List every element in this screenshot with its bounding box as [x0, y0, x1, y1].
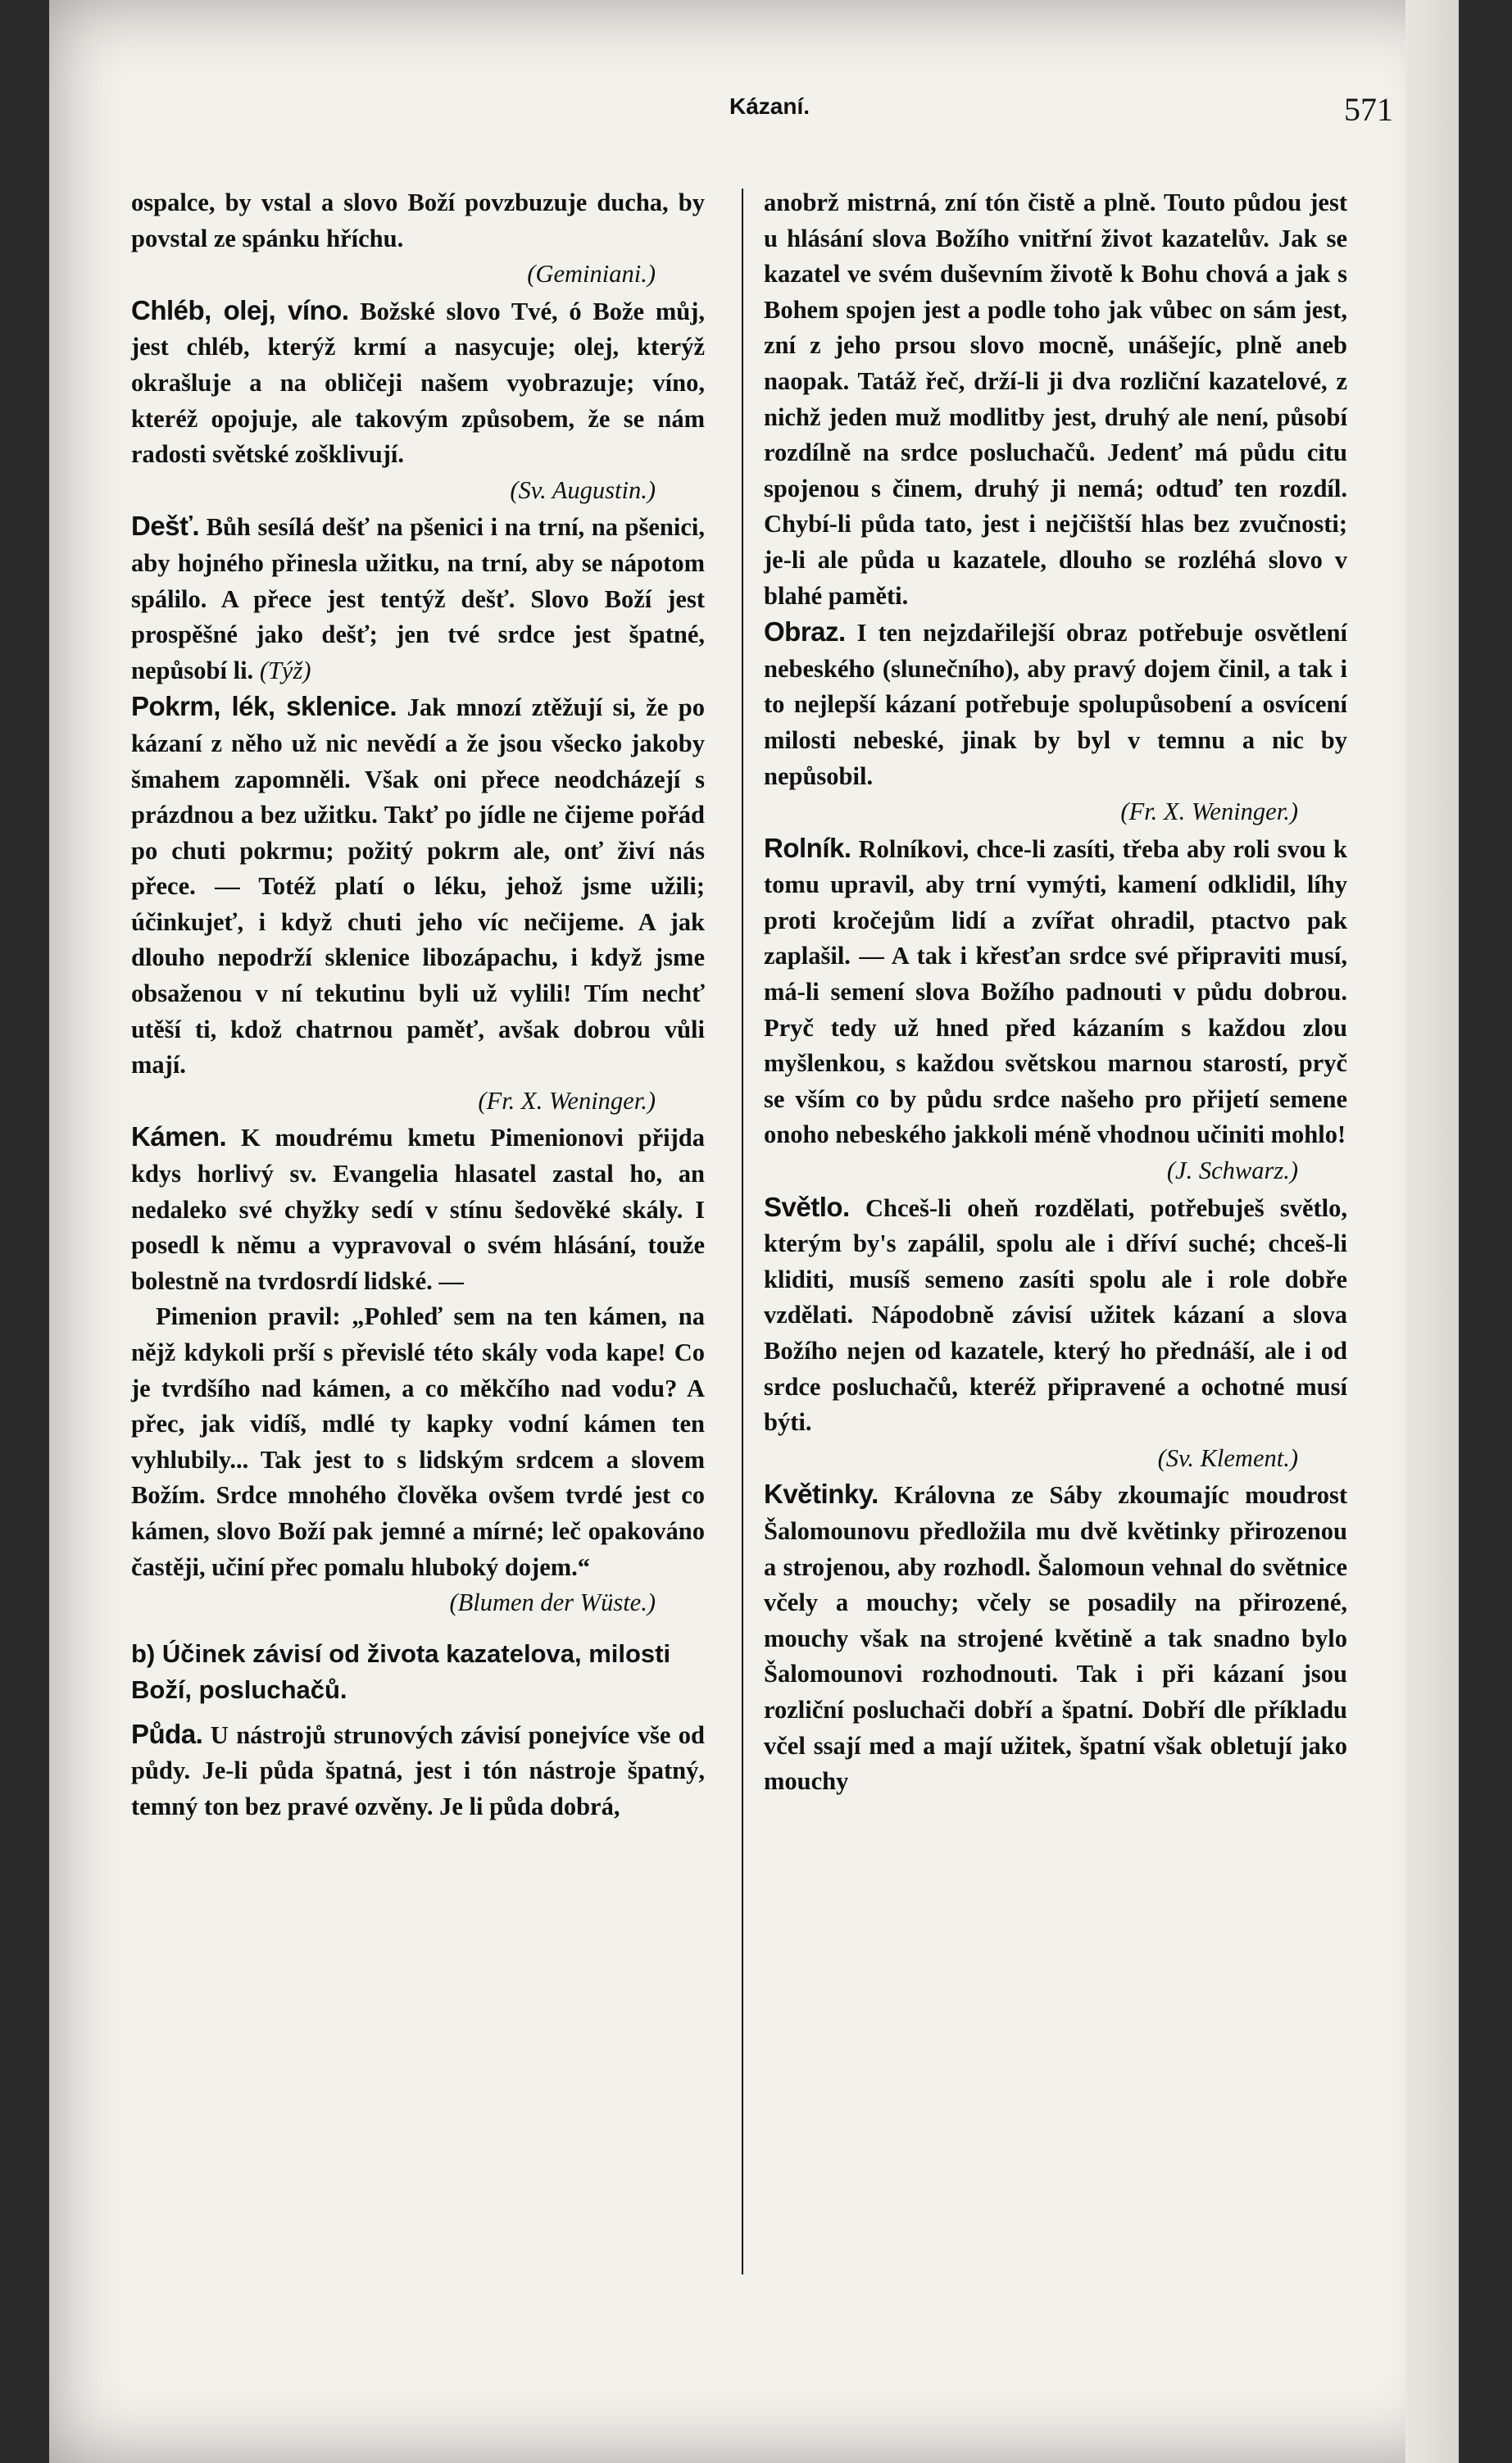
paragraph: anobrž mistrná, zní tón čistě a plně. Touto půdou jest u hlásání slova Božího vnitřní život kazatelův. Jak se kazatel ve svém duševním životě k Bohu chová a jak s Bohem spojen jest a podle toho jak vůbec on sám jest, zní z jeho prsou slovo mocně, unášejíc, plně aneb naopak. Tatáž řeč, drží-li ji dva rozliční kazatelové, z nichž jeden muž modlitby jest, druhý ale není, působí rozdílně na srdce posluchačů. Jedenť má půdu citu spojenou s činem, druhý ji nemá; odtuď ten rozdíl. Chybí-li půda tato, jest i nejčištší hlas bez zvučnosti; je-li ale půda u kazatele, dlouho se rozléhá slovo v blahé paměti.: [764, 189, 1347, 610]
paragraph: [764, 1189, 1347, 1441]
citation: (Fr. X. Weninger.): [1120, 798, 1298, 826]
page-number: 571: [1344, 91, 1393, 128]
entry-text: Jak mnozí ztěžují si, že po kázaní z něho už nic nevědí a že jsou všecko jakoby šmahem zapomněli. Však oni přece neodcházejí s prázdnou a bez užitku. Takť po jídle ne čijeme pořád po chuti pokrmu; požitý pokrm ale, onť živí nás přece. — Totéž platí o léku, jehož jsme užili; účinkujeť, i když chuti jeho víc nečijeme. A jak dlouho nepodrží sklenice libozápachu, i když jsme obsaženou v ní tekutinu byli už vylili! Tím nechť utěší ti, kdož chatrnou paměť, avšak dobrou vůli mají.: [131, 693, 706, 1079]
page-header: [672, 90, 1393, 139]
entry-text: Chceš-li oheň rozdělati, potřebuješ světlo, kterým by's zapálil, spolu ale i dříví suché; chceš-li kliditi, musíš semeno zasíti spolu ale i role dobře vzdělati. Nápodobně závisí užitek kázaní a slova Božího nejen od kazatele, který ho přednáší, ale i od srdce posluchačů, kteréž připravené a ochotné musí býti.: [764, 1193, 1348, 1437]
entry-heading: Kámen.: [131, 1121, 227, 1152]
paragraph: ospalce, by vstal a slovo Boží povzbuzuje ducha, by povstal ze spánku hříchu.: [131, 189, 705, 252]
column-divider: [742, 189, 743, 2274]
entry-heading: Dešť.: [131, 511, 200, 542]
paragraph: [764, 1476, 1347, 1799]
entry-heading: Pokrm, lék, sklenice.: [131, 691, 397, 722]
paragraph: Pimenion pravil: „Pohleď sem na ten kámen, na nějž kdykoli prší s převislé této skály voda kape! Co je tvrdšího nad kámen, a co měkčího nad vodu? A přec, jak vidíš, mdlé ty kapky vodní kámen ten vyhlubily... Tak jest to s lidským srdcem a slovem Božím. Srdce mnohého člověka ovšem tvrdé jest co kámen, slovo Boží pak jemné a mírné; leč opakováno častěji, učiní přec pomalu hluboký dojem.“: [131, 1302, 705, 1581]
paragraph: [131, 1119, 705, 1299]
paragraph: [764, 830, 1347, 1153]
citation: (Blumen der Wüste.): [449, 1588, 656, 1617]
paragraph: [764, 614, 1347, 794]
citation: (Sv. Augustin.): [510, 475, 656, 504]
paragraph: [131, 688, 705, 1084]
citation: (Fr. X. Weninger.): [478, 1086, 656, 1115]
entry-heading: Světlo.: [764, 1191, 850, 1222]
entry-text: U nástrojů strunových závisí ponejvíce vše od půdy. Je-li půda špatná, jest i tón nástroje špatný, temný ton bez pravé ozvěny. Je li půda dobrá,: [131, 1720, 705, 1820]
paragraph: [131, 293, 705, 473]
running-title: Kázaní.: [729, 93, 810, 119]
entry-text: Božské slovo Tvé, ó Bože můj, jest chléb, kterýž krmí a nasycuje; olej, kterýž okrašluje a na obličeji našem vyobrazuje; víno, kteréž opojuje, ale takovým způsobem, že se nám radosti světské zošklivují.: [131, 297, 706, 469]
right-column: [764, 185, 1347, 1800]
entry-text: Bůh sesílá dešť na pšenici i na trní, na pšenici, aby hojného přinesla užitku, na trní, aby se nápotom spálilo. A přece jest tentýž dešť. Slovo Boží jest prospěšné jako dešť; jen tvé srdce jest špatné, nepůsobí li.: [131, 513, 705, 684]
citation: (Geminiani.): [527, 260, 656, 289]
entry-text: I ten nejzdařilejší obraz potřebuje osvětlení nebeského (slunečního), aby pravý dojem činil, a tak i to nejlepší kázaní potřebuje spolupůsobení a osvícení milosti nebeské, jinak by byl v temnu a nic by nepůsobil.: [764, 619, 1347, 790]
left-column: [131, 185, 705, 1825]
entry-heading: Obraz.: [764, 616, 846, 648]
page-edge: [1405, 0, 1459, 2463]
book-page: [49, 0, 1459, 2463]
section-heading: b) Účinek závisí od života kazatelova, milosti Boží, posluchačů.: [131, 1638, 671, 1704]
entry-heading: Půda.: [131, 1718, 203, 1749]
paragraph: [131, 508, 705, 688]
entry-heading: Rolník.: [764, 832, 851, 863]
entry-heading: Chléb, olej, víno.: [131, 294, 349, 325]
citation: (J. Schwarz.): [1166, 1157, 1298, 1185]
entry-text: K moudrému kmetu Pimenionovi přijda kdys horlivý sv. Evangelia hlasatel zastal ho, an nedaleko své chyžky sedí v stínu šedověké skály. I posedl k němu a vypravoval o svém hlásání, touže bolestně na tvrdosrdí lidské. —: [131, 1124, 705, 1295]
entry-text: Královna ze Sáby zkoumajíc moudrost Šalomounovu předložila mu dvě květinky přirozenou a strojenou, aby rozhodl. Šalomoun vehnal do světnice včely a mouchy; včely se posadily na přirozené, mouchy však na strojené květině a tak snadno bylo Šalomounovi rozhodnouti. Tak i při kázaní jsou rozliční posluchači dobří a špatní. Dobří dle příkladu včel ssají med a mají užitek, špatní však obletují jako mouchy: [764, 1481, 1347, 1796]
citation-inline: (Týž): [259, 656, 311, 684]
citation: (Sv. Klement.): [1157, 1443, 1298, 1472]
entry-text: Rolníkovi, chce-li zasíti, třeba aby roli svou k tomu upravil, aby trní vymýti, kamení odklidil, líhy proti kročejům lidí a zvířat ohradil, ptactvo pak zaplašil. — A tak i křesťan srdce své připraviti musí, má-li semení slova Božího padnouti v půdu dobrou. Pryč tedy už hned před kázaním s každou zlou myšlenkou, s každou světskou marnou starostí, pryč se vším co by půdu srdce našeho pro přijetí semene onoho nebeského jakkoli méně vhodnou učiniti mohlo!: [764, 834, 1348, 1149]
entry-heading: Květinky.: [764, 1479, 879, 1510]
paragraph: [131, 1716, 705, 1825]
